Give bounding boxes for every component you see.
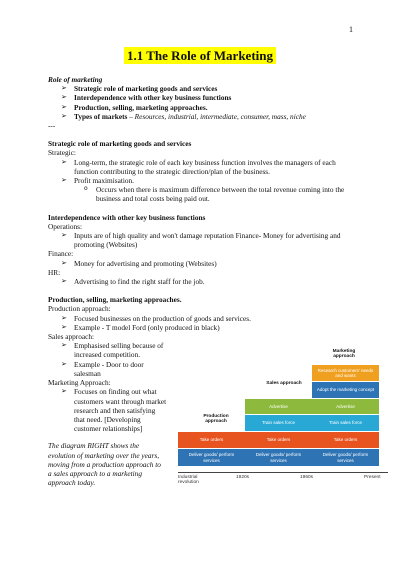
- advertise-block-1: Advertise: [245, 399, 312, 414]
- deliver-block-1: Deliver goods/ perform services: [178, 449, 245, 466]
- adopt-concept-block: Adopt the marketing concept: [312, 382, 379, 398]
- axis-label-1960s: 1960s: [300, 475, 314, 480]
- sales-approach-label: Sales approach: [266, 381, 302, 386]
- axis-label-1920s: 1920s: [236, 475, 250, 480]
- role-section: [48, 75, 353, 130]
- role-item-types: [61, 112, 353, 121]
- types-text: – Resources, industrial, intermediate, consumer, mass, niche: [127, 111, 306, 121]
- production-approach-label: Production approach: [203, 414, 229, 425]
- marketing-item: ➢ Focuses on finding out what customers want through market research and then satisfying that need. [Developing customer relationships]: [61, 387, 167, 433]
- production-label: Production approach:: [48, 304, 111, 314]
- train-block-1: Train sales force: [245, 415, 312, 431]
- take-orders-block-2: Take orders: [245, 432, 312, 448]
- deliver-block-2: Deliver goods/ perform services: [245, 449, 312, 466]
- marketing-evolution-diagram: [178, 345, 388, 495]
- marketing-approach-label: Marketing approach: [332, 349, 356, 360]
- strategic-section: [48, 139, 353, 203]
- role-heading: Role of marketing: [48, 75, 103, 84]
- research-block: Research customers' needs and wants: [312, 365, 379, 381]
- operations-label: Operations:: [48, 221, 83, 231]
- role-item: ➢ Production, selling, marketing approaches.: [61, 103, 353, 112]
- operations-item: ➢ Inputs are of high quality and won't damage reputation Finance- Money for advertising and promoting (Websites): [61, 231, 353, 249]
- approaches-heading: Production, selling, marketing approaches.: [48, 295, 182, 305]
- role-item: ➢ Interdependence with other key business functions: [61, 93, 353, 102]
- timeline-axis: [178, 472, 388, 473]
- hr-label: HR:: [48, 267, 61, 277]
- interdependence-heading: Interdependence with other key business functions: [48, 212, 206, 222]
- role-item: ➢ Strategic role of marketing goods and services: [61, 84, 353, 93]
- train-block-2: Train sales force: [312, 415, 379, 431]
- finance-item: ➢ Money for advertising and promoting (Websites): [61, 259, 353, 268]
- take-orders-block-3: Take orders: [312, 432, 379, 448]
- diagram-caption: The diagram RIGHT shows the evolution of marketing over the years, moving from a production approach to a sales approach to a marketing approach today.: [48, 441, 161, 488]
- hr-item: ➢ Advertising to find the right staff for the job.: [61, 277, 353, 286]
- title-highlight: 1.1 The Role of Marketing: [124, 47, 276, 64]
- strategic-item: ➢ Profit maximisation.: [61, 176, 353, 185]
- take-orders-block-1: Take orders: [178, 432, 245, 448]
- production-item: ➢ Focused businesses on the production of goods and services.: [61, 314, 353, 323]
- strategic-label: Strategic:: [48, 148, 76, 158]
- strategic-sub-item: o Occurs when there is maximum difference between the total revenue coming into the business and total costs being paid out.: [84, 185, 353, 203]
- page-title: [0, 47, 400, 65]
- axis-label-present: Present: [364, 475, 381, 480]
- axis-label-industrial: Industrial revolution: [178, 475, 199, 486]
- sales-item: ➢ Example - Door to door salesman: [61, 360, 167, 378]
- sales-item: ➢ Emphasised selling because of increased competition.: [61, 341, 167, 359]
- advertise-block-2: Advertise: [312, 399, 379, 414]
- production-item: ➢ Example - T model Ford (only produced in black): [61, 323, 353, 332]
- page-number: 1: [349, 25, 353, 34]
- finance-label: Finance:: [48, 249, 74, 259]
- strategic-item: ➢ Long-term, the strategic role of each key business function involves the managers of each function contributing to the strategic direction/plan of the business.: [61, 158, 353, 176]
- types-label: Types of markets: [74, 111, 128, 121]
- deliver-block-3: Deliver goods/ perform services: [312, 449, 379, 466]
- sales-label: Sales approach:: [48, 332, 94, 342]
- strategic-heading: Strategic role of marketing goods and services: [48, 139, 192, 149]
- separator: ---: [48, 121, 56, 131]
- interdependence-section: [48, 213, 353, 287]
- marketing-label: Marketing Approach:: [48, 378, 111, 388]
